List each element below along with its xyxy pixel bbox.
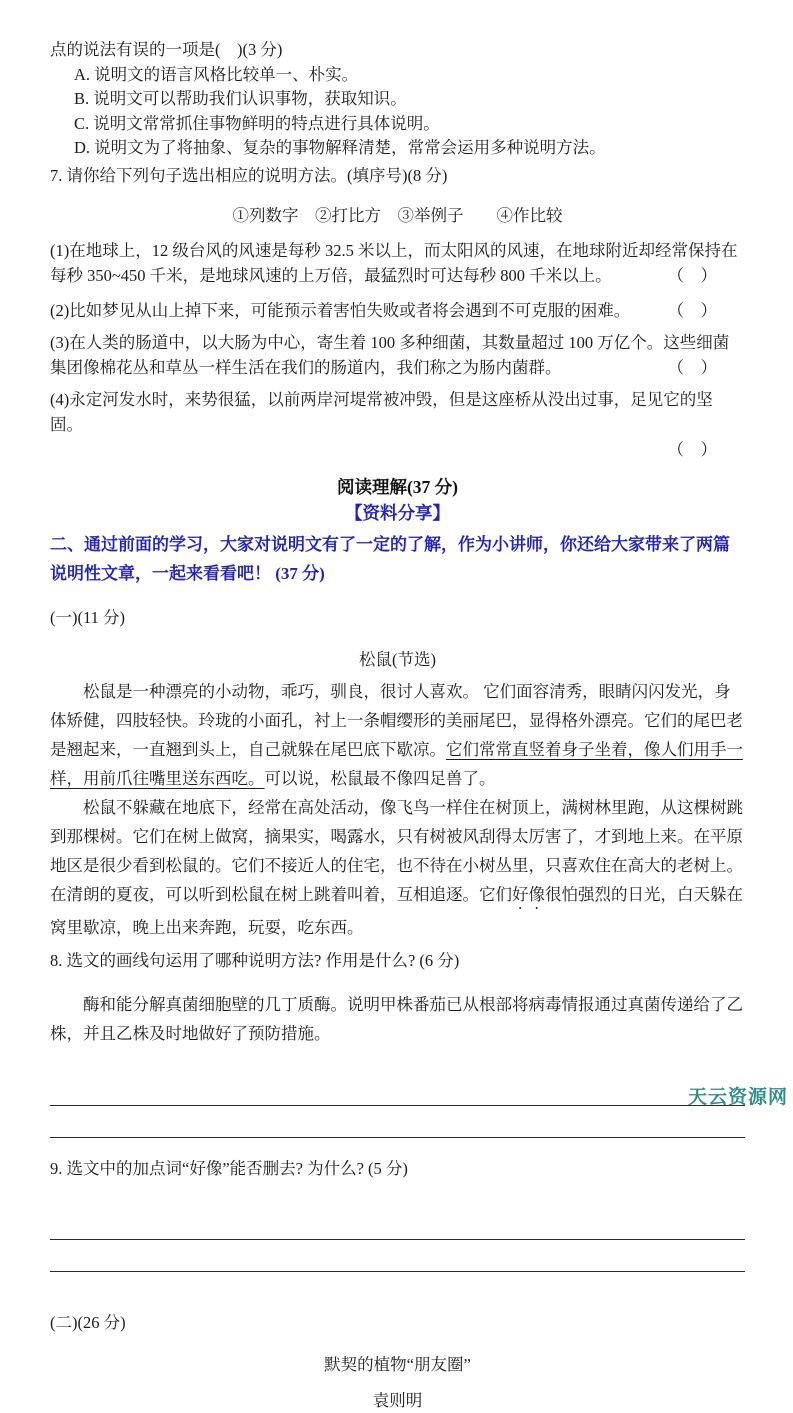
answer-line — [50, 1074, 745, 1106]
q7-item-3-answer-blank: （ ） — [667, 358, 717, 377]
passage1-p2-text: 松鼠不躲藏在地底下，经常在高处活动，像飞鸟一样住在树顶上，满树林里跑，从这棵树跳到那棵树。它们在树上做窝，摘果实，喝露水，只有树被风刮得太厉害了，才到地上来。在平原地区是很少看到松鼠的。它们不接近人的住宅，也不待在小树丛里，只喜欢住在高大的老树上。在清朗的夏夜，可以听到松鼠在树上跳着叫着，互相追逐。它们 — [50, 797, 743, 904]
q7-item-1-answer-blank: （ ） — [667, 266, 717, 285]
passage1-paragraph-1 — [50, 677, 745, 793]
answer-line — [50, 1106, 745, 1138]
passage1-p2-text-end: 很怕强烈的日光，白天躲在窝里歇凉，晚上出来奔跑，玩耍，吃东西。 — [50, 884, 743, 937]
answer-line — [50, 1208, 745, 1240]
q6-stem: 点的说法有误的一项是( )(3 分) — [50, 40, 283, 59]
q7-item-3-text: (3)在人类的肠道中，以大肠为中心，寄生着 100 多种细菌，其数量超过 100 万亿个。这些细菌集团像棉花丛和草丛一样生活在我们的肠道内，我们称之为肠内菌群。 — [50, 333, 730, 377]
answer-line — [50, 1240, 745, 1272]
q7-item-3 — [50, 330, 745, 380]
q8-note: 酶和能分解真菌细胞壁的几丁质酶。说明甲株番茄已从根部将病毒情报通过真菌传递给了乙株，并且乙株及时地做好了预防措施。 — [50, 995, 743, 1043]
site-watermark: 天云资源网 — [687, 1087, 788, 1108]
passage1-underlined-sentence: 它们常常直竖着身子坐着，像人们用手一样，用前爪往嘴里送东西吃。 — [50, 739, 743, 788]
q7-item-4-text: (4)永定河发水时，来势很猛，以前两岸河堤常被冲毁，但是这座桥从没出过事，足见它的坚固。 — [50, 390, 713, 434]
passage1-emphasized-word: 好像 — [512, 884, 545, 904]
q7-item-2-answer-blank: （ ） — [667, 301, 717, 320]
q6-option-a: A. 说明文的语言风格比较单一、朴实。 — [74, 64, 359, 84]
passage1-p1-text: 松鼠是一种漂亮的小动物，乖巧，驯良，很讨人喜欢。 它们面容清秀，眼睛闪闪发光，身体矫健，四肢轻快。玲珑的小面孔，衬上一条帽缨形的美丽尾巴，显得格外漂亮。它们的尾巴老是翘起来，一直翘到头上，自己就躲在尾巴底下歇凉。 — [50, 681, 743, 759]
q7-item-2-text: (2)比如梦见从山上掉下来，可能预示着害怕失败或者将会遇到不可克服的困难。 — [50, 301, 631, 320]
q7-stem: 7. 请你给下列句子选出相应的说明方法。(填序号)(8 分) — [50, 165, 448, 185]
q7-item-1-text: (1)在地球上，12 级台风的风速是每秒 32.5 米以上，而太阳风的风速，在地球附近却经常保持在每秒 350~450 千米，是地球风速的上万倍，最猛烈时可达每秒 800 千米以上。 — [50, 241, 738, 285]
q7-method-bank: ①列数字 ②打比方 ③举例子 ④作比较 — [232, 206, 563, 225]
passage1-p1-text-end: 可以说，松鼠最不像四足兽了。 — [264, 768, 496, 788]
part1-label: (一)(11 分) — [50, 608, 125, 627]
reading-section-title: 阅读理解(37 分) — [336, 477, 459, 497]
passage2-author: 袁则明 — [372, 1390, 423, 1410]
passage1-title: 松鼠(节选) — [359, 649, 436, 669]
q6-option-d: D. 说明文为了将抽象、复杂的事物解释清楚，常常会运用多种说明方法。 — [74, 138, 606, 157]
reading-intro: 二、通过前面的学习，大家对说明文有了一定的了解，作为小讲师，你还给大家带来了两篇说明性文章，一起来看看吧！ (37 分) — [50, 535, 730, 583]
q6-option-c: C. 说明文常常抓住事物鲜明的特点进行具体说明。 — [74, 113, 440, 133]
q7-item-4 — [50, 387, 745, 437]
passage1-paragraph-2 — [50, 793, 745, 942]
q9-stem: 9. 选文中的加点词“好像”能否删去? 为什么? (5 分) — [50, 1159, 408, 1178]
q6-option-b: B. 说明文可以帮助我们认识事物，获取知识。 — [74, 89, 407, 108]
q7-item-1 — [50, 238, 745, 288]
part2-label: (二)(26 分) — [50, 1313, 126, 1332]
passage2-title: 默契的植物“朋友圈” — [324, 1354, 471, 1374]
q8-stem: 8. 选文的画线句运用了哪种说明方法? 作用是什么? (6 分) — [50, 950, 460, 970]
q7-item-4-answer-blank: （ ） — [667, 440, 717, 459]
q7-item-2 — [50, 298, 745, 323]
material-share-tag: 【资料分享】 — [345, 503, 450, 523]
